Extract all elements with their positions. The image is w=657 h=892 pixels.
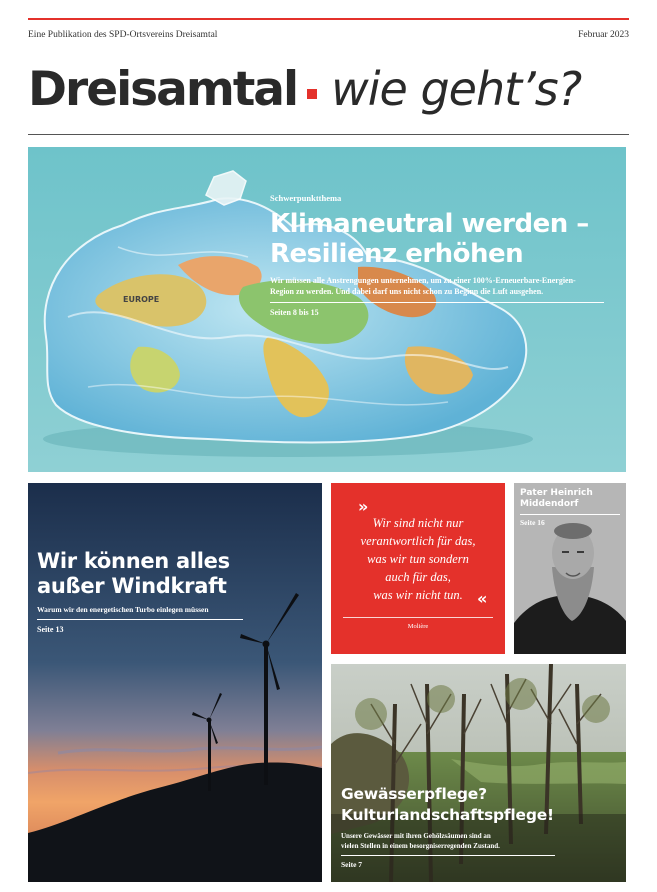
globe-europe-label: EUROPE: [123, 295, 160, 304]
issue-date: Februar 2023: [578, 30, 629, 40]
wind-turbine-sunset-image: [28, 483, 322, 882]
quote-text: [339, 514, 497, 604]
quote-line-4: auch für das,: [385, 570, 451, 584]
landscape-text: [341, 784, 621, 869]
landscape-lead: [341, 831, 561, 851]
wind-page-ref[interactable]: Seite 13: [37, 625, 64, 634]
wind-title-line-1: Wir können alles: [37, 549, 230, 573]
landscape-title: [341, 784, 621, 826]
publisher-line: Eine Publikation des SPD-Ortsvereins Dreisamtal: [28, 30, 218, 40]
landscape-story[interactable]: [331, 664, 626, 882]
landscape-title-line-2: Kulturlandschaftspflege!: [341, 806, 554, 824]
hero-text: [270, 193, 604, 317]
quote-author: Molière: [407, 623, 429, 630]
portrait-story[interactable]: [514, 483, 626, 654]
masthead: [28, 62, 629, 128]
quote-divider: [343, 617, 493, 618]
masthead-red-square: [307, 89, 317, 99]
quote-line-3: was wir tun sondern: [367, 552, 469, 566]
hero-title-line-2: Resilienz erhöhen: [270, 239, 524, 269]
landscape-title-line-1: Gewässerpflege?: [341, 785, 487, 803]
portrait-page-ref[interactable]: Seite 16: [520, 518, 545, 527]
masthead-rule: [28, 134, 629, 135]
top-red-rule: [28, 18, 629, 20]
quote-line-1: Wir sind nicht nur: [372, 516, 464, 530]
hero-divider: [270, 302, 604, 303]
hero-title-line-1: Klimaneutral werden –: [270, 209, 589, 239]
hero-lead: [270, 275, 604, 297]
wind-title-line-2: außer Windkraft: [37, 574, 227, 598]
wind-divider: [37, 619, 243, 620]
hero-story[interactable]: [28, 147, 626, 472]
portrait-divider: [520, 514, 620, 515]
hero-lead-line-1: Wir müssen alle Anstrengungen unternehmen, um zu einer 100%-Erneuerbare-Energien-: [270, 276, 576, 285]
hero-lead-line-2: Region zu werden. Und dabei darf uns nicht schon zu Beginn die Luft ausgehen.: [270, 287, 544, 296]
quote-box: [331, 483, 505, 654]
portrait-name-line-2: Middendorf: [520, 499, 579, 509]
wind-lead: Warum wir den energetischen Turbo einlegen müssen: [37, 605, 209, 614]
portrait-caption: [514, 483, 626, 527]
quote-line-2: verantwortlich für das,: [360, 534, 476, 548]
quote-line-5: was wir nicht tun.: [373, 588, 463, 602]
quote-close-mark: «: [477, 589, 488, 608]
wind-title: [37, 549, 287, 599]
wind-story[interactable]: [28, 483, 322, 882]
portrait-name-line-1: Pater Heinrich: [520, 488, 593, 498]
quote-open-mark: »: [358, 497, 369, 516]
landscape-page-ref[interactable]: Seite 7: [341, 860, 363, 869]
landscape-lead-line-2: vielen Stellen in einem besorgniserregenden Zustand.: [341, 842, 500, 850]
masthead-secondary: wie geht’s?: [331, 62, 582, 116]
masthead-primary: Dreisamtal: [28, 62, 298, 117]
landscape-divider: [341, 855, 555, 856]
hero-kicker: Schwerpunktthema: [270, 193, 342, 203]
hero-title: [270, 209, 604, 269]
hero-page-ref[interactable]: Seiten 8 bis 15: [270, 308, 319, 317]
landscape-lead-line-1: Unsere Gewässer mit ihren Gehölzsäumen sind an: [341, 832, 491, 840]
portrait-name: [520, 488, 620, 510]
wind-text: [37, 549, 287, 634]
